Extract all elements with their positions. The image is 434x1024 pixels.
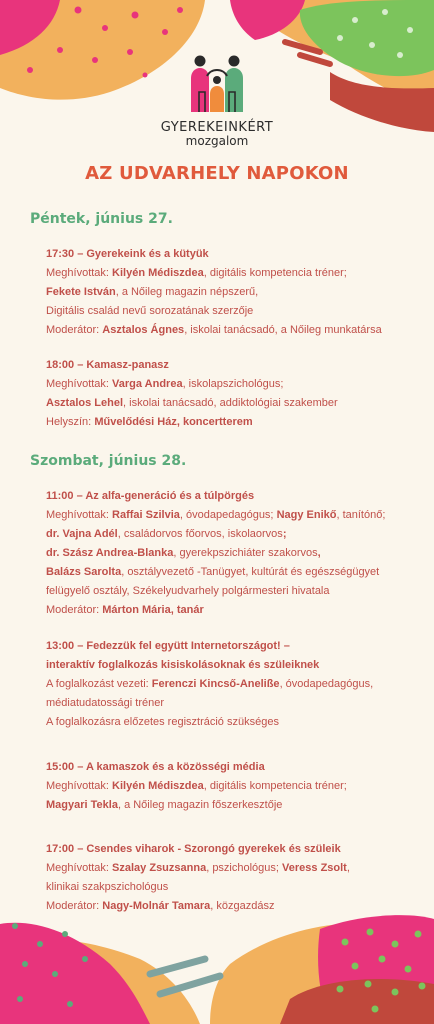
logo-subtitle: mozgalom xyxy=(185,134,249,148)
bottom-decoration xyxy=(0,904,434,1024)
event-line: Moderátor: Márton Mária, tanár xyxy=(46,604,204,616)
event-line: Moderátor: Nagy-Molnár Tamara, közgazdász xyxy=(46,900,275,912)
event-title: 15:00 – A kamaszok és a közösségi média xyxy=(46,761,265,773)
event-line: Digitális család nevű sorozatának szerzője xyxy=(46,305,254,317)
event-title: 18:00 – Kamasz-panasz xyxy=(46,359,169,371)
page-title: AZ UDVARHELY NAPOKON xyxy=(85,163,349,184)
event-line: A foglalkozásra előzetes regisztráció szükséges xyxy=(46,716,279,728)
event-title: 17:30 – Gyerekeink és a kütyük xyxy=(46,248,209,260)
event xyxy=(46,487,418,620)
event-line: Balázs Sarolta, osztályvezető -Tanügyet, kultúrát és egészségügyet xyxy=(46,566,380,578)
event xyxy=(46,245,418,340)
event-line: Meghívottak: Szalay Zsuzsanna, pszichológus; Veress Zsolt, xyxy=(46,862,350,874)
event-line: A foglalkozást vezeti: Ferenczi Kincső-Aneliße, óvodapedagógus, xyxy=(46,678,374,690)
event-line: médiatudatossági tréner xyxy=(46,697,165,709)
event-title: 13:00 – Fedezzük fel együtt Internetországot! – xyxy=(46,640,290,652)
event-line: dr. Vajna Adél, családorvos főorvos, iskolaorvos; xyxy=(46,528,287,540)
event-line: Moderátor: Asztalos Ágnes, iskolai tanácsadó, a Nőileg munkatársa xyxy=(46,324,382,336)
day-heading: Szombat, június 28. xyxy=(30,453,187,469)
event-line: Meghívottak: Kilyén Médiszdea, digitális kompetencia tréner; xyxy=(46,780,347,792)
event xyxy=(46,840,418,916)
logo xyxy=(0,54,434,148)
event-line: Asztalos Lehel, iskolai tanácsadó, addiktológiai szakember xyxy=(46,397,338,409)
event xyxy=(46,356,418,432)
event xyxy=(46,637,418,732)
event xyxy=(46,758,418,815)
event-line: Fekete István, a Nőileg magazin népszerű, xyxy=(46,286,259,298)
event-title: 17:00 – Csendes viharok - Szorongó gyerekek és szüleik xyxy=(46,843,341,855)
event-line: Meghívottak: Raffai Szilvia, óvodapedagógus; Nagy Enikő, tanítónő; xyxy=(46,509,386,521)
event-title: 11:00 – Az alfa-generáció és a túlpörgés xyxy=(46,490,255,502)
event-line: dr. Szász Andrea-Blanka, gyerekpszichiáter szakorvos, xyxy=(46,547,321,559)
event-line: Helyszín: Művelődési Ház, koncertterem xyxy=(46,416,253,428)
event-line: Meghívottak: Kilyén Médiszdea, digitális kompetencia tréner; xyxy=(46,267,347,279)
event-line: Meghívottak: Varga Andrea, iskolapszichológus; xyxy=(46,378,284,390)
logo-name: GYEREKEINKÉRT xyxy=(160,120,274,135)
event-line: felügyelő osztály, Székelyudvarhely polgármesteri hivatala xyxy=(46,585,330,597)
day-heading: Péntek, június 27. xyxy=(30,211,173,227)
event-line: klinikai szakpszichológus xyxy=(46,881,169,893)
event-line: Magyari Tekla, a Nőileg magazin főszerkesztője xyxy=(46,799,283,811)
family-icon xyxy=(185,54,249,118)
event-title: interaktív foglalkozás kisiskolásoknak és szüleiknek xyxy=(46,659,320,671)
